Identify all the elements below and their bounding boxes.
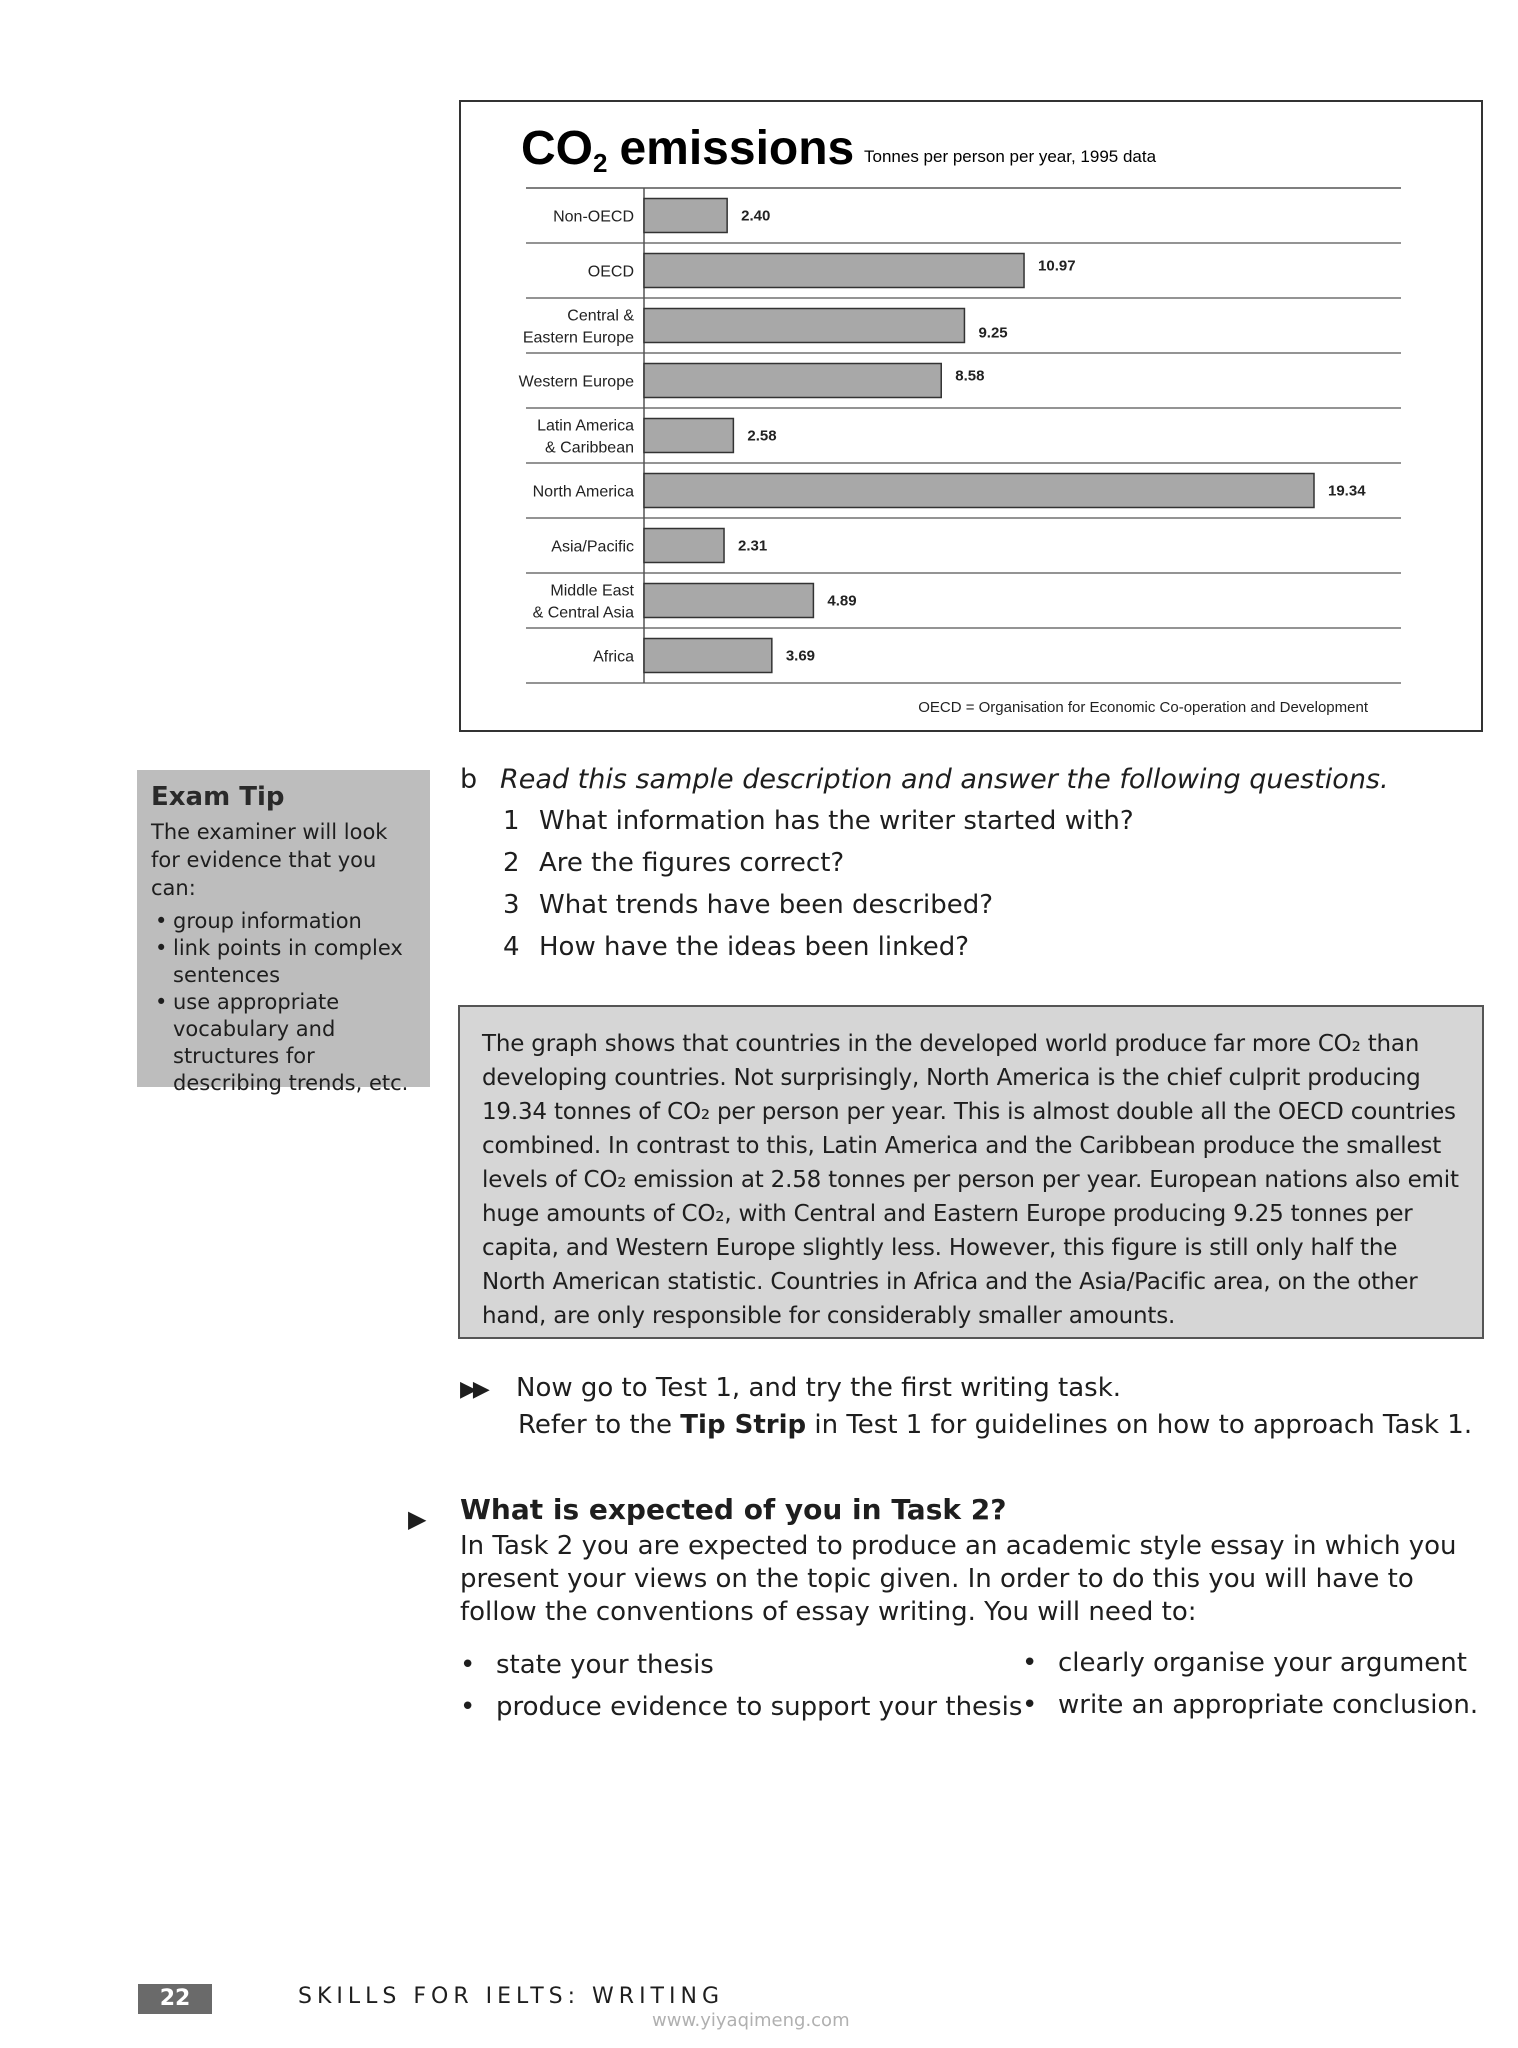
bar [644,364,941,398]
question-number: 1 [503,806,520,836]
category-label: Non-OECD [553,208,634,226]
exam-tip-intro: The examiner will look for evidence that you can: [151,820,388,900]
bar-value-label: 10.97 [1038,257,1076,275]
question-item [503,806,1134,836]
chart-title-word: emissions [619,122,855,175]
questions-intro-line [460,764,1389,795]
exam-tip-box [137,770,430,1095]
chart-canvas [461,102,1481,730]
chart-title-co: CO [521,122,593,175]
bar [644,309,964,343]
question-text: Are the figures correct? [539,848,845,878]
bar [644,529,724,563]
question-text: What trends have been described? [539,890,994,920]
question-item [503,890,993,920]
exam-tip-item: • group information [151,908,416,935]
instruction-line-1 [460,1373,1121,1403]
bar [644,199,727,233]
task2-bullet-text: state your thesis [496,1650,714,1680]
bar [644,254,1024,288]
bar-value-label: 2.31 [738,537,768,555]
question-number: 3 [503,890,520,920]
instruction-text-2-pre: Refer to the [518,1410,681,1440]
category-label: Africa [593,648,634,666]
double-arrow-icon: ▶▶ [460,1377,486,1402]
bars-group [519,188,1401,683]
question-number: 2 [503,848,520,878]
task2-bullet: • produce evidence to support your thesis [460,1692,1023,1722]
task2-heading: What is expected of you in Task 2? [460,1493,1007,1526]
sample-description-text: The graph shows that countries in the developed world produce far more CO₂ than developing countries. Not surprisingly, North America is the chief culprit producing 19.34 tonnes of CO₂ per person per year. This is almost double all the OECD countries combined. In contrast to this, Latin America and the Caribbean produce the smallest levels of CO₂ emission at 2.58 tonnes per person per year. European nations also emit huge amounts of CO₂, with Central and Eastern Europe producing 9.25 tonnes per capita, and Western Europe slightly less. However, this figure is still only half the North American statistic. Countries in Africa and the Asia/Pacific area, on the other hand, are only responsible for considerably smaller amounts. [482,1031,1459,1329]
task2-bullet: • state your thesis [460,1650,714,1680]
question-number: 4 [503,932,520,962]
bar [644,584,813,618]
category-label: Asia/Pacific [551,538,634,556]
task2-bullet: • clearly organise your argument [1022,1648,1467,1678]
question-item [503,932,969,962]
bar-value-label: 3.69 [785,647,816,665]
book-title: SKILLS FOR IELTS: WRITING [298,1984,724,2009]
category-label: & Central Asia [532,604,634,622]
task2-bullet-text: produce evidence to support your thesis [496,1692,1023,1722]
bar-value-label: 4.89 [827,592,857,610]
chart-footnote: OECD = Organisation for Economic Co-operation and Development [918,699,1368,716]
questions-intro: Read this sample description and answer the following questions. [500,764,1389,795]
category-label: Eastern Europe [522,329,634,347]
instruction-text-2-post: in Test 1 for guidelines on how to approach Task 1. [806,1410,1473,1440]
chart-title [521,122,854,178]
task2-bullet-text: write an appropriate conclusion. [1058,1690,1479,1720]
task2-bullet: • write an appropriate conclusion. [1022,1690,1479,1720]
bar-value-label: 8.58 [955,367,985,385]
instruction-text-1: Now go to Test 1, and try the first writing task. [516,1373,1122,1403]
bar-value-label: 2.58 [747,427,777,445]
exam-tip-list [151,908,416,1097]
question-item [503,848,844,878]
bar [644,639,772,673]
category-label: Latin America [537,417,634,435]
co2-emissions-chart [459,100,1483,732]
task2-bullet-text: clearly organise your argument [1058,1648,1467,1678]
bar [644,474,1314,508]
sample-description-box [458,1005,1484,1339]
watermark: www.yiyaqimeng.com [652,2010,850,2031]
task2-paragraph: In Task 2 you are expected to produce an academic style essay in which you present your views on the topic given. In order to do this you will have to follow the conventions of essay writing. You will need to: [460,1531,1457,1627]
page-number: 22 [138,1984,212,2014]
category-label: North America [532,483,634,501]
question-text: How have the ideas been linked? [539,932,970,962]
bar-value-label: 9.25 [978,324,1008,342]
category-label: OECD [587,263,634,281]
category-label: & Caribbean [545,439,634,457]
question-letter: b [460,764,478,795]
bar-value-label: 2.40 [741,207,771,225]
instruction-line-2 [518,1410,1472,1440]
chart-subtitle: Tonnes per person per year, 1995 data [864,147,1157,166]
task2-arrow-icon: ▶ [408,1505,427,1533]
exam-tip-title: Exam Tip [151,782,285,812]
exam-tip-item: • use appropriate vocabulary and structures for describing trends, etc. [151,989,416,1097]
tip-strip-label: Tip Strip [680,1410,807,1440]
exam-tip-item: • link points in complex sentences [151,935,416,989]
question-text: What information has the writer started with? [539,806,1134,836]
category-label: Western Europe [518,373,634,391]
bar [644,419,733,453]
bar-value-label: 19.34 [1328,482,1366,500]
category-label: Central & [567,307,634,325]
chart-title-subscript: 2 [593,148,608,178]
category-label: Middle East [550,582,634,600]
